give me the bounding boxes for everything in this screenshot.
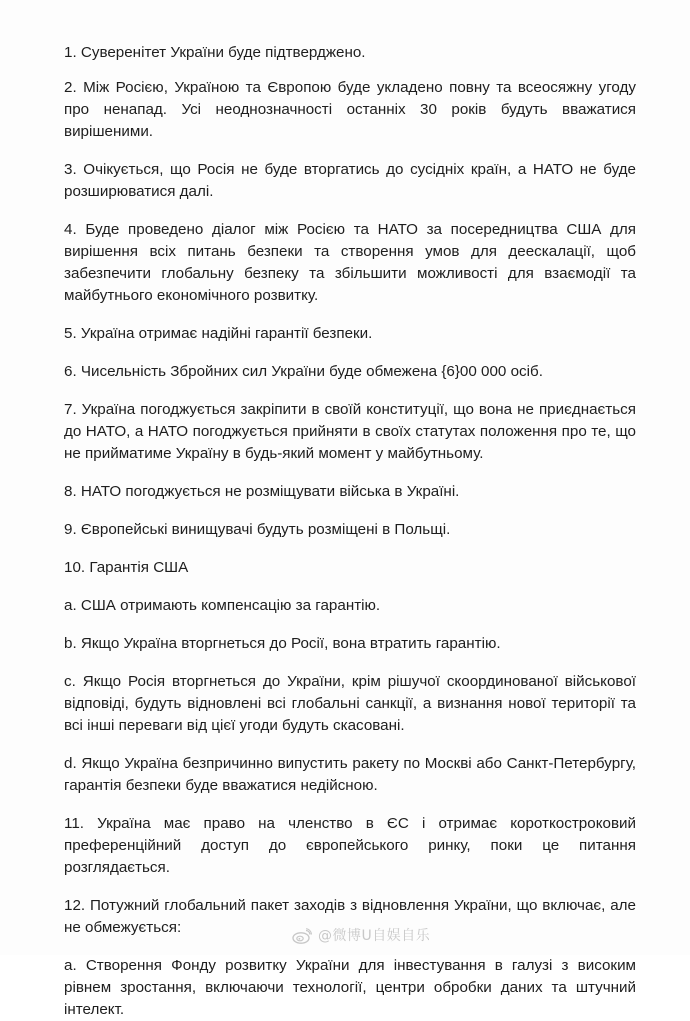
- paragraph-12a: a. Створення Фонду розвитку України для інвестування в галузі з високим рівнем зростання, включаючи технології, центри обробки даних та штучний інтелект.: [64, 957, 636, 1018]
- watermark: [292, 927, 430, 945]
- paragraph-8: 8. НАТО погоджується не розміщувати війська в Україні.: [64, 483, 460, 500]
- paragraph-6: 6. Чисельність Збройних сил України буде обмежена {6}00 000 осіб.: [64, 363, 543, 380]
- paragraph-9: 9. Європейські винищувачі будуть розміщені в Польщі.: [64, 521, 451, 538]
- paragraph-10c: c. Якщо Росія вторгнеться до України, крім рішучої скоординованої військової відповіді, будуть відновлені всі глобальні санкції, а визнання нової території та всі інші переваги від цієї угоди будуть скасовані.: [64, 673, 636, 734]
- paragraph-11: 11. Україна має право на членство в ЄС і отримає короткостроковий преференційний доступ до європейського ринку, поки це питання розглядається.: [64, 815, 636, 876]
- weibo-icon: [292, 928, 312, 944]
- paragraph-7: 7. Україна погоджується закріпити в своїй конституції, що вона не приєднається до НАТО, а НАТО погоджується прийняти в своїх статутах положення про те, що не прийматиме Україну в будь-який момент у майбутньому.: [64, 401, 636, 462]
- paragraph-1: 1. Суверенітет України буде підтверджено.: [64, 44, 366, 61]
- paragraph-4: 4. Буде проведено діалог між Росією та НАТО за посередництва США для вирішення всіх питань безпеки та створення умов для деескалації, щоб забезпечити глобальну безпеку та збільшити можливості для взаємодії та майбутнього економічного розвитку.: [64, 221, 636, 304]
- watermark-text: @微博U自娱自乐: [318, 928, 431, 944]
- paragraph-10d: d. Якщо Україна безпричинно випустить ракету по Москві або Санкт-Петербургу, гарантія безпеки буде вважатися недійсною.: [64, 755, 636, 794]
- paragraph-10a: a. США отримають компенсацію за гарантію.: [64, 597, 381, 614]
- paragraph-10: 10. Гарантія США: [64, 559, 189, 576]
- paragraph-12: 12. Потужний глобальний пакет заходів з відновлення України, що включає, але не обмежується:: [64, 897, 636, 936]
- paragraph-2: 2. Між Росією, Україною та Європою буде укладено повну та всеосяжну угоду про ненапад. Усі неоднозначності останніх 30 років будуть вважатися вирішеними.: [64, 79, 636, 140]
- paragraph-5: 5. Україна отримає надійні гарантії безпеки.: [64, 325, 373, 342]
- paragraph-10b: b. Якщо Україна вторгнеться до Росії, вона втратить гарантію.: [64, 635, 501, 652]
- paragraph-3: 3. Очікується, що Росія не буде вторгатись до сусідніх країн, а НАТО не буде розширюватися далі.: [64, 161, 636, 200]
